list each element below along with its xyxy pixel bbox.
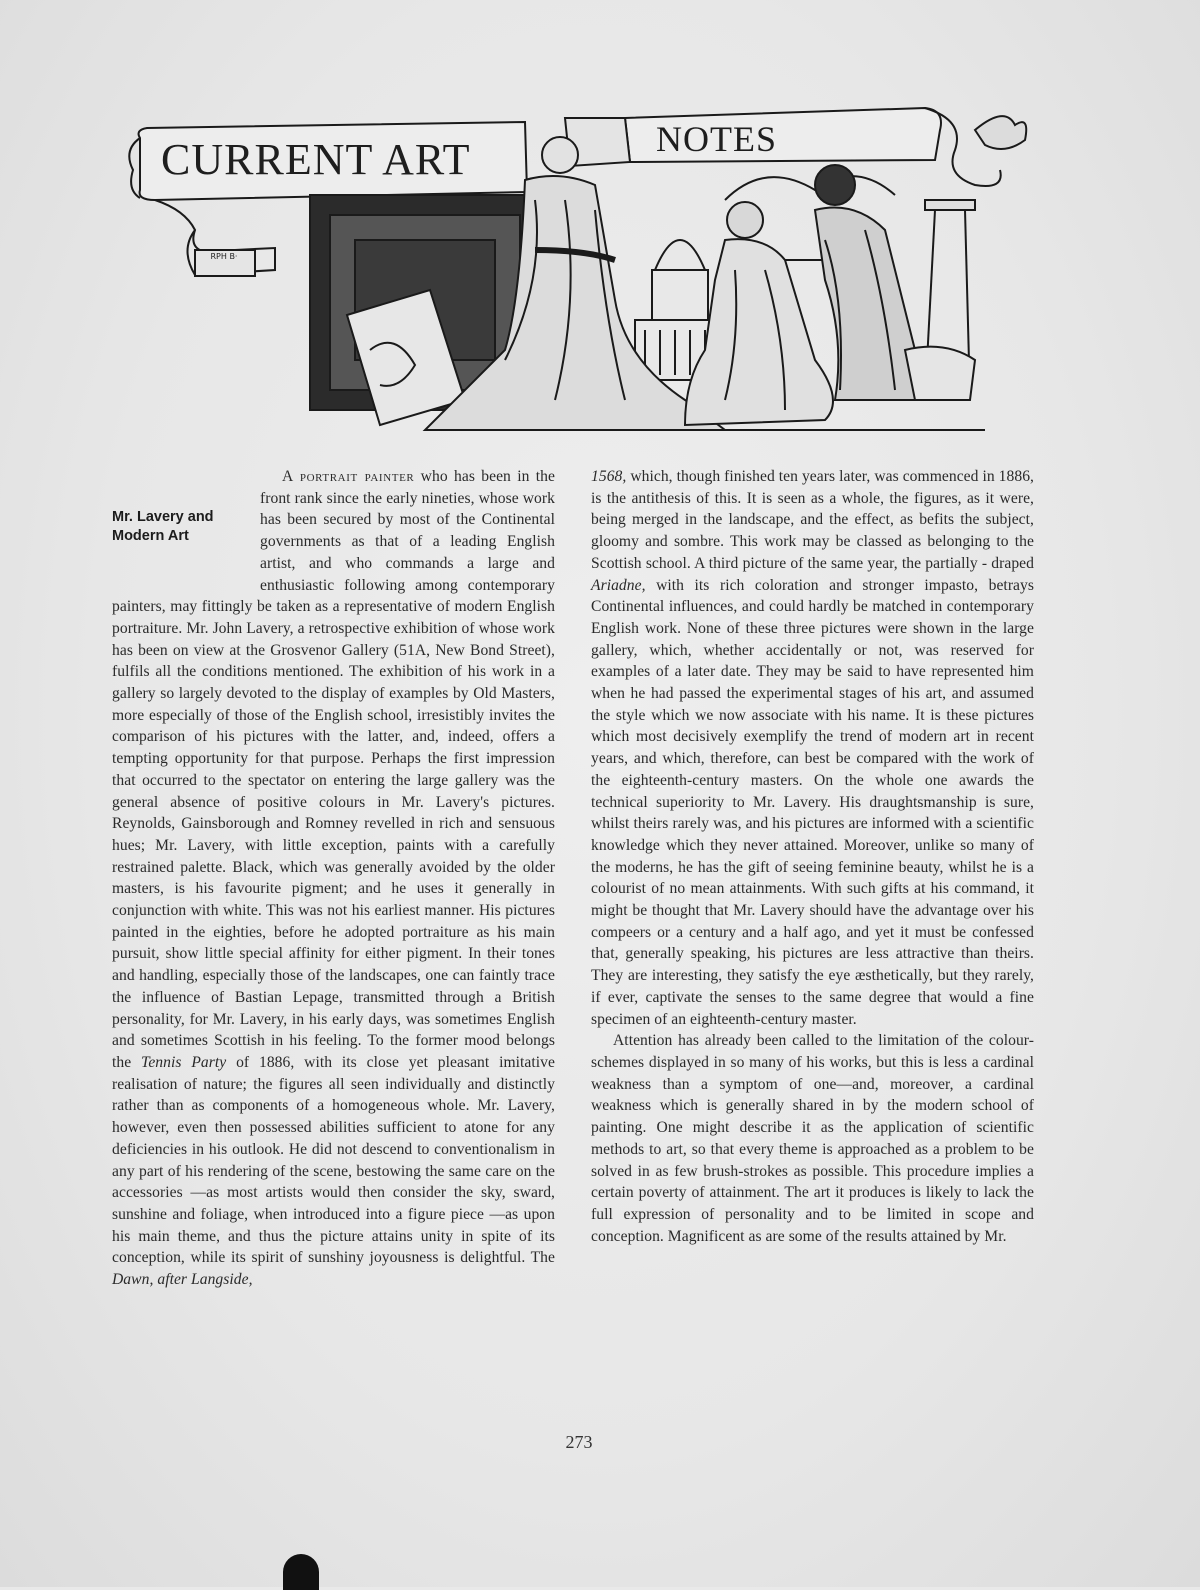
right-column [591, 466, 1034, 1247]
artist-monogram: RPH B· [210, 252, 238, 261]
lead-in: A portrait painter [282, 468, 415, 485]
ink-blot [283, 1554, 319, 1590]
sidenote-line-1: Mr. Lavery and [112, 509, 214, 525]
right-text-2: with its rich coloration and stronger impasto, betrays Continental influences, and could hardly be matched in contemporary English work. None of these three pictures were shown in the large gallery, which, whether accidentally or not, was reserved for examples of a later date. They may be said to have represented him when he had passed the experimental stages of his art, and assumed the style which we now associate with his name. It is these pictures which most decisively exemplify the trend of modern art in recent years, and which, therefore, can best be compared with the work of the eighteenth-century masters. On the whole one awards the technical superiority to Mr. Lavery. His draughtsmanship is sure, whilst theirs rarely was, and his pictures are informed with a scientific knowledge which they never attained. Moreover, unlike so many of the moderns, he has the gift of seeing feminine beauty, whilst he is a colourist of no mean attainments. With such gifts at his command, it might be thought that Mr. Lavery should have the advantage over his compeers or a century and a half ago, and yet it must be confessed that, generally speaking, his pictures are less attractive than theirs. They are interesting, they satisfy the eye æsthetically, but they rarely, if ever, captivate the senses to the same degree that would a fine specimen of an eighteenth-century master. [591, 576, 1034, 1028]
banner-title-right: NOTES [656, 119, 777, 159]
right-paragraph-2: Attention has already been called to the limitation of the colour-schemes displayed in so many of his works, but this is less a cardinal weakness than a symptom of one—and, moreover, a cardinal weakness which is generally shared in by the modern school of painting. One might describe it as the application of scientific methods to art, so that every theme is approached as a problem to be solved in as few brush-strokes as possible. This procedure implies a certain poverty of attainment. The art it produces is likely to lack the full expression of personality and to be limited in scope and conception. Magnificent as are some of the results attained by Mr. [591, 1032, 1034, 1245]
title-dawn: Dawn, after Langside, [112, 1271, 253, 1289]
left-text-2: of 1886, with its close yet pleasant imitative realisation of nature; the figures all seen individually and distinctly rather than as components of a homogeneous whole. Mr. Lavery, however, even then possessed abilities sufficient to atone for any deficiencies in his outlook. He did not descend to conventionalism in any part of his rendering of the scene, bestowing the same care on the accessories —as most artists would then consider the sky, sward, sunshine and foliage, when introduced into a figure piece —as upon his main theme, and thus the picture attains unity in spite of its conception, while its spirit of sunshiny joyousness is delightful. The [112, 1053, 555, 1267]
banner-title-left: CURRENT ART [161, 135, 471, 184]
left-text-1: who has been in the front rank since the early nineties, whose work has been secured by most of the Continental governments as that of a leading English artist, and who commands a large and enthusiastic following among contemporary painters, may fittingly be taken as a representative of modern English portraiture. Mr. John Lavery, a retrospective exhibition of whose work has been on view at the Grosvenor Gallery (51A, New Bond Street), fulfils all the conditions mentioned. The exhibition of his work in a gallery so largely devoted to the display of examples by Old Masters, more especially of those of the English school, irresistibly invites the comparison of his pictures with the latter, and, indeed, offers a tempting opportunity for that purpose. Perhaps the first impression that occurred to the spectator on entering the large gallery was the general absence of positive colours in Mr. Lavery's pictures. Reynolds, Gainsborough and Romney revelled in rich and sensuous hues; Mr. Lavery, with little exception, paints with a carefully restrained palette. Black, which was generally avoided by the older masters, is his favourite pigment; and he uses it generally in conjunction with white. This was not his earliest manner. His pictures painted in the eighties, before he adopted portraiture as his main pursuit, show little special affinity for either pigment. In their tones and handling, especially those of the landscapes, one can faintly trace the influence of Bastian Lepage, transmitted through a British personality, for Mr. Lavery, in his early days, was sometimes English and sometimes Scottish in his feeling. To the former mood belongs the [112, 468, 555, 1071]
sidenote [112, 508, 254, 594]
title-ariadne: Ariadne, [591, 576, 646, 594]
header-illustration [125, 100, 1055, 445]
sidenote-line-2: Modern Art [112, 528, 189, 544]
right-paragraph-1 [591, 466, 1034, 1030]
page-number: 273 [565, 1432, 593, 1452]
title-1568: 1568, [591, 468, 627, 485]
right-text-1: which, though finished ten years later, was commenced in 1886, is the antithesis of this. It is seen as a whole, the figures, as it were, being merged in the landscape, and the effect, as befits the subject, gloomy and sombre. This work may be classed as belonging to the Scottish school. A third picture of the same year, the partially - draped [591, 468, 1034, 572]
title-tennis-party: Tennis Party [141, 1053, 227, 1071]
